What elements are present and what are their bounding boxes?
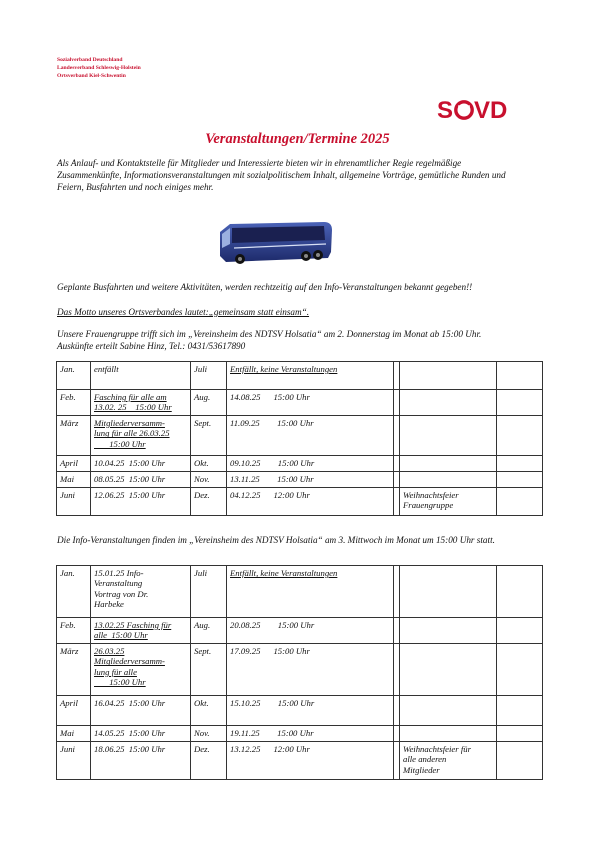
date-cell	[91, 488, 191, 516]
note-cell	[400, 566, 497, 618]
cell-line: 19.11.25 15:00 Uhr	[230, 728, 314, 738]
date-cell	[227, 362, 394, 390]
cell-line: 20.08.25 15:00 Uhr	[230, 620, 315, 630]
cell-line: 15.01.25 Info-	[94, 568, 144, 578]
org-line: Ortsverband Kiel-Schwentin	[57, 73, 126, 80]
empty-cell	[497, 566, 543, 618]
table-row	[57, 362, 543, 390]
empty-cell	[497, 416, 543, 456]
page-title: Veranstaltungen/Termine 2025	[205, 131, 390, 147]
cell-line: 11.09.25 15:00 Uhr	[230, 418, 314, 428]
org-line: Landesverband Schleswig-Holstein	[57, 65, 141, 72]
cell-line: 13.11.25 15:00 Uhr	[230, 474, 314, 484]
cell-line: Frauengruppe	[403, 500, 454, 511]
month-cell: Juli	[191, 566, 227, 618]
note-cell	[400, 644, 497, 696]
date-cell	[91, 472, 191, 488]
empty-cell	[497, 618, 543, 644]
intro-paragraph: Als Anlauf- und Kontaktstelle für Mitglieder und Interessierte bieten wir in ehrenamtlicher Regie regelmäßige Zusammenkünfte, Informationsveranstaltungen mit sozialpolitischem Inhalt, allgemeine Vorträge, gemütliche Runden und Feiern, Busfahrten und noch einiges mehr.	[57, 158, 506, 192]
date-cell	[91, 726, 191, 742]
table-row	[57, 618, 543, 644]
cell-line: alle anderen	[403, 754, 447, 765]
date-cell	[91, 696, 191, 726]
date-cell	[91, 742, 191, 780]
table-row	[57, 390, 543, 416]
note-cell	[400, 726, 497, 742]
cell-line: 13.02. 25 15:00 Uhr	[94, 402, 172, 413]
month-cell: Jan.	[57, 566, 91, 618]
empty-cell	[497, 644, 543, 696]
date-cell	[91, 456, 191, 472]
empty-cell	[497, 742, 543, 780]
cell-line: 04.12.25 12:00 Uhr	[230, 490, 310, 500]
cell-line: Mitgliederversamm-	[94, 656, 165, 667]
month-cell: Juli	[191, 362, 227, 390]
motto-text: Das Motto unseres Ortsverbandes lautet:„gemeinsam statt einsam“.	[57, 307, 310, 317]
womens-group-schedule-table	[56, 361, 543, 516]
date-cell	[227, 696, 394, 726]
table-row	[57, 742, 543, 780]
month-cell: Nov.	[191, 726, 227, 742]
table-row	[57, 566, 543, 618]
month-cell: Okt.	[191, 456, 227, 472]
month-cell: Okt.	[191, 696, 227, 726]
month-cell: Sept.	[191, 644, 227, 696]
table-row	[57, 416, 543, 456]
empty-cell	[497, 390, 543, 416]
cell-line: 13.02.25 Fasching für	[94, 620, 172, 630]
cell-line: 18.06.25 15:00 Uhr	[94, 744, 166, 754]
date-cell	[91, 566, 191, 618]
month-cell: Sept.	[191, 416, 227, 456]
svg-text:S: S	[437, 97, 455, 124]
cell-line: Entfällt, keine Veranstaltungen	[230, 364, 338, 374]
cell-line: Veranstaltung	[94, 578, 143, 589]
cell-line: Weihnachtsfeier	[403, 490, 459, 500]
month-cell: Aug.	[191, 618, 227, 644]
month-cell: Mai	[57, 726, 91, 742]
month-cell: Feb.	[57, 390, 91, 416]
cell-line: Mitgliederversamm-	[94, 418, 165, 428]
cell-line: Vortrag von Dr.	[94, 588, 149, 599]
cell-line: 14.05.25 15:00 Uhr	[94, 728, 166, 738]
organization-header	[57, 56, 141, 81]
cell-line: 10.04.25 15:00 Uhr	[94, 458, 166, 468]
table-row	[57, 488, 543, 516]
date-cell	[227, 644, 394, 696]
empty-cell	[497, 472, 543, 488]
month-cell: Jan.	[57, 362, 91, 390]
month-cell: Juni	[57, 742, 91, 780]
empty-cell	[497, 488, 543, 516]
date-cell	[227, 488, 394, 516]
table-row	[57, 644, 543, 696]
cell-line: 13.12.25 12:00 Uhr	[230, 744, 310, 754]
cell-line: Weihnachtsfeier für	[403, 744, 471, 754]
date-cell	[227, 416, 394, 456]
cell-line: 14.08.25 15:00 Uhr	[230, 392, 310, 402]
notice-text: Geplante Busfahrten und weitere Aktivitäten, werden rechtzeitig auf den Info-Veranstaltungen bekannt gegeben!!	[57, 282, 473, 292]
cell-line: 26.03.25	[94, 646, 125, 656]
month-cell: Feb.	[57, 618, 91, 644]
cell-line: Harbeke	[94, 599, 124, 610]
date-cell	[227, 566, 394, 618]
note-cell	[400, 742, 497, 780]
svg-text:VD: VD	[474, 97, 508, 124]
cell-line: Fasching für alle am	[94, 392, 167, 402]
cell-line: 12.06.25 15:00 Uhr	[94, 490, 166, 500]
month-cell: Dez.	[191, 742, 227, 780]
cell-line: 15:00 Uhr	[94, 438, 146, 449]
table-row	[57, 696, 543, 726]
date-cell	[91, 644, 191, 696]
org-line: Sozialverband Deutschland	[57, 57, 123, 63]
cell-line: 16.04.25 15:00 Uhr	[94, 698, 166, 708]
sovd-logo	[436, 96, 516, 124]
cell-line: lung für alle	[94, 666, 137, 677]
cell-line: entfällt	[94, 364, 119, 374]
date-cell	[227, 456, 394, 472]
contact-text: Auskünfte erteilt Sabine Hinz, Tel.: 0431/53617890	[57, 341, 246, 351]
note-cell	[400, 456, 497, 472]
date-cell	[227, 472, 394, 488]
cell-line: Mitglieder	[403, 764, 440, 775]
info-events-text: Die Info-Veranstaltungen finden im „Vereinsheim des NDTSV Holsatia“ am 3. Mittwoch im Monat um 15:00 Uhr statt.	[57, 535, 495, 545]
date-cell	[227, 742, 394, 780]
empty-cell	[497, 456, 543, 472]
info-events-schedule-table	[56, 565, 543, 780]
note-cell	[400, 362, 497, 390]
date-cell	[91, 362, 191, 390]
table-row	[57, 726, 543, 742]
month-cell: Aug.	[191, 390, 227, 416]
month-cell: Juni	[57, 488, 91, 516]
month-cell: März	[57, 416, 91, 456]
empty-cell	[497, 696, 543, 726]
month-cell: Nov.	[191, 472, 227, 488]
cell-line: 09.10.25 15:00 Uhr	[230, 458, 315, 468]
womens-group-text: Unsere Frauengruppe trifft sich im „Vereinsheim des NDTSV Holsatia“ am 2. Donnerstag im Monat ab 15:00 Uhr.	[57, 329, 482, 339]
note-cell	[400, 472, 497, 488]
cell-line: 08.05.25 15:00 Uhr	[94, 474, 166, 484]
month-cell: Dez.	[191, 488, 227, 516]
cell-line: Entfällt, keine Veranstaltungen	[230, 568, 338, 578]
table-row	[57, 456, 543, 472]
cell-line: 15.10.25 15:00 Uhr	[230, 698, 315, 708]
cell-line: alle 15:00 Uhr	[94, 630, 148, 641]
note-cell	[400, 488, 497, 516]
date-cell	[227, 726, 394, 742]
table-row	[57, 472, 543, 488]
note-cell	[400, 618, 497, 644]
month-cell: April	[57, 456, 91, 472]
month-cell: März	[57, 644, 91, 696]
date-cell	[91, 618, 191, 644]
month-cell: Mai	[57, 472, 91, 488]
empty-cell	[497, 726, 543, 742]
month-cell: April	[57, 696, 91, 726]
note-cell	[400, 390, 497, 416]
note-cell	[400, 416, 497, 456]
cell-line: lung für alle 26.03.25	[94, 428, 170, 439]
cell-line: 15:00 Uhr	[94, 677, 146, 688]
empty-cell	[497, 362, 543, 390]
date-cell	[227, 390, 394, 416]
date-cell	[91, 390, 191, 416]
date-cell	[91, 416, 191, 456]
bus-image	[216, 218, 334, 268]
note-cell	[400, 696, 497, 726]
date-cell	[227, 618, 394, 644]
cell-line: 17.09.25 15:00 Uhr	[230, 646, 310, 656]
